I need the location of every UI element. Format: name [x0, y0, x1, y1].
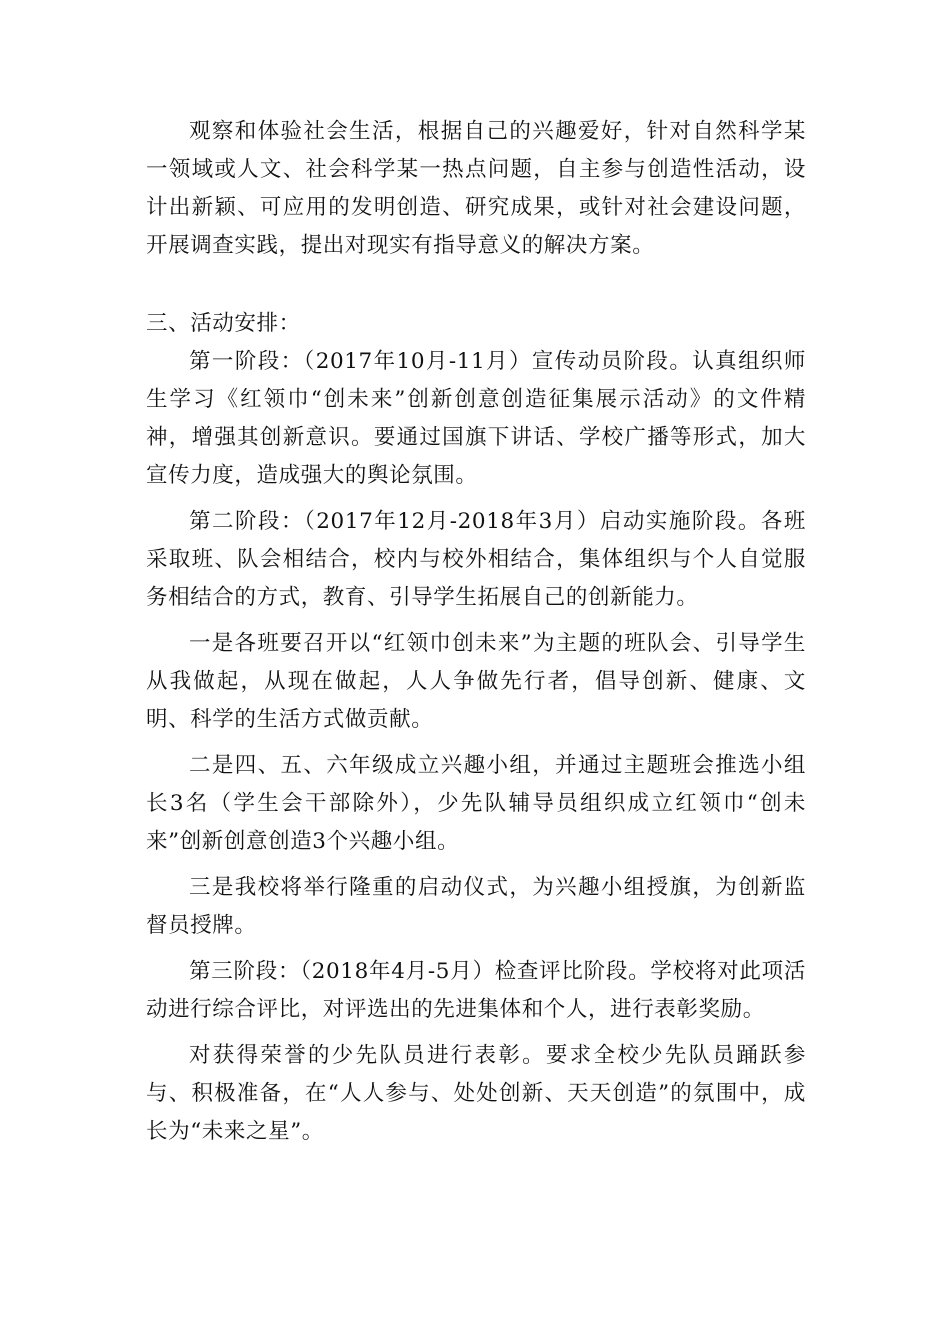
paragraph-item-two: 二是四、五、六年级成立兴趣小组，并通过主题班会推选小组长3名（学生会干部除外），少先队辅导员组织成立红领巾“创未来”创新创意创造3个兴趣小组。 [146, 753, 806, 854]
paragraph-item-one: 一是各班要召开以“红领巾创未来”为主题的班队会、引导学生从我做起，从现在做起，人人争做先行者，倡导创新、健康、文明、科学的生活方式做贡献。 [146, 631, 806, 732]
document-body [146, 113, 806, 1159]
section-heading: 三、活动安排： [146, 311, 301, 336]
paragraph-stage-one: 第一阶段：（2017年10月-11月）宣传动员阶段。认真组织师生学习《红领巾“创未来”创新创意创造征集展示活动》的文件精神，增强其创新意识。要通过国旗下讲话、学校广播等形式，加大宣传力度，造成强大的舆论氛围。 [146, 349, 806, 488]
paragraph-commendation: 对获得荣誉的少先队员进行表彰。要求全校少先队员踊跃参与、积极准备，在“人人参与、处处创新、天天创造”的氛围中，成长为“未来之星”。 [146, 1043, 806, 1144]
intro-paragraph: 观察和体验社会生活，根据自己的兴趣爱好，针对自然科学某一领域或人文、社会科学某一热点问题，自主参与创造性活动，设计出新颖、可应用的发明创造、研究成果，或针对社会建设问题，开展调查实践，提出对现实有指导意义的解决方案。 [146, 119, 806, 258]
paragraph-stage-two: 第二阶段：（2017年12月-2018年3月）启动实施阶段。各班采取班、队会相结合，校内与校外相结合，集体组织与个人自觉服务相结合的方式，教育、引导学生拓展自己的创新能力。 [146, 509, 806, 610]
paragraph-stage-three: 第三阶段：（2018年4月-5月）检查评比阶段。学校将对此项活动进行综合评比，对评选出的先进集体和个人，进行表彰奖励。 [146, 959, 806, 1022]
paragraph-item-three: 三是我校将举行隆重的启动仪式，为兴趣小组授旗，为创新监督员授牌。 [146, 875, 806, 938]
